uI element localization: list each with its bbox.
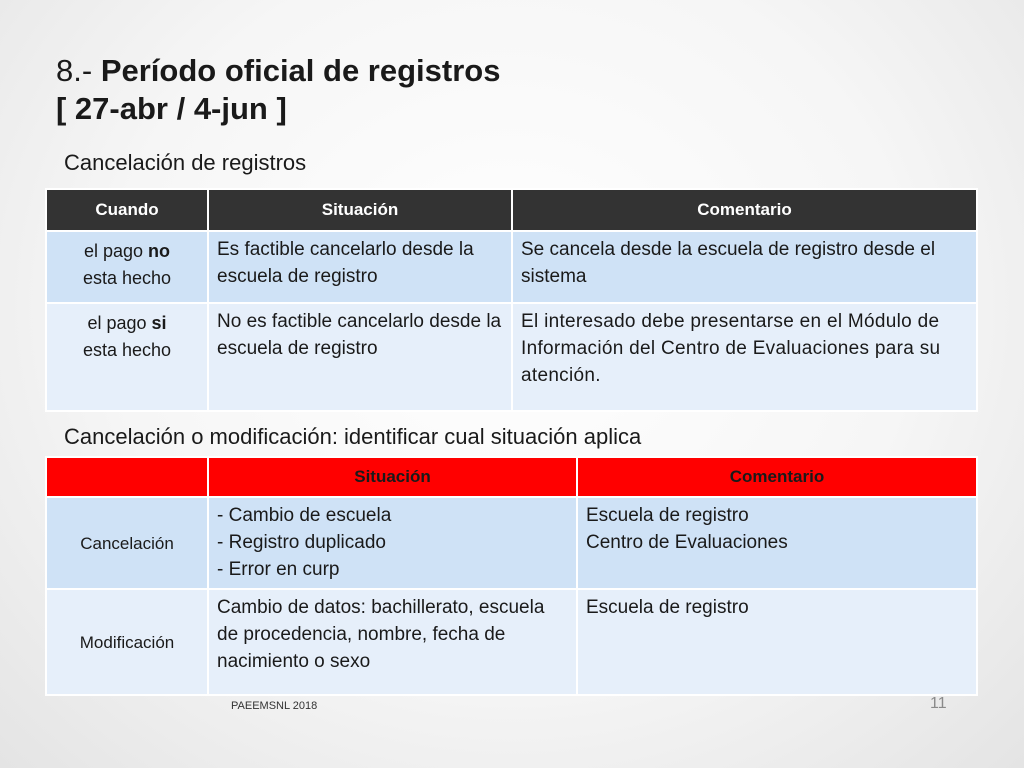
table-row — [46, 589, 977, 695]
subtitle-cancelacion: Cancelación de registros — [64, 150, 307, 175]
row-label-cell: Cancelación — [46, 497, 208, 589]
comentario-line: Escuela de registro — [586, 505, 749, 526]
header-comentario: Comentario — [512, 189, 977, 231]
table-row — [46, 303, 977, 411]
cuando-cell — [46, 303, 208, 411]
situacion-cell: Es factible cancelarlo desde la escuela de registro — [208, 231, 512, 303]
title-text: Período oficial de registros — [100, 53, 501, 88]
situacion-cell — [208, 589, 577, 695]
header-situacion: Situación — [208, 457, 577, 497]
header-cuando: Cuando — [46, 189, 208, 231]
cuando-emphasis: si — [151, 313, 167, 333]
comentario-line: Centro de Evaluaciones — [586, 532, 788, 553]
slide-title — [56, 52, 500, 128]
cancelacion-table — [45, 188, 978, 412]
comentario-cell — [577, 589, 977, 695]
cuando-text-pre: el pago — [87, 313, 152, 333]
table-row — [46, 497, 977, 589]
situacion-line: - Error en curp — [217, 559, 340, 580]
situacion-line: Cambio de datos: bachillerato, escuela de procedencia, nombre, fecha de nacimiento o sexo — [217, 597, 545, 672]
cuando-text-post: esta hecho — [82, 340, 172, 360]
table-header-row — [46, 457, 977, 497]
title-date-range: [ 27-abr / 4-jun ] — [56, 91, 287, 126]
table-row — [46, 231, 977, 303]
header-comentario: Comentario — [577, 457, 977, 497]
comentario-cell — [577, 497, 977, 589]
footer-text: PAEEMSNL 2018 — [231, 700, 318, 712]
cuando-text-pre: el pago — [83, 241, 149, 261]
header-empty — [46, 457, 208, 497]
comentario-cell: El interesado debe presentarse en el Módulo de Información del Centro de Evaluaciones para su atención. — [512, 303, 977, 411]
situacion-line: - Registro duplicado — [217, 532, 386, 553]
title-number: 8.- — [56, 53, 93, 88]
situacion-cell: No es factible cancelarlo desde la escuela de registro — [208, 303, 512, 411]
comentario-cell: Se cancela desde la escuela de registro desde el sistema — [512, 231, 977, 303]
header-situacion: Situación — [208, 189, 512, 231]
comentario-line: Escuela de registro — [586, 597, 749, 618]
cuando-cell — [46, 231, 208, 303]
row-label-cell: Modificación — [46, 589, 208, 695]
cuando-text-post: esta hecho — [82, 268, 172, 288]
cuando-emphasis: no — [148, 241, 171, 261]
subtitle-cancelacion-modificacion: Cancelación o modificación: identificar cual situación aplica — [64, 424, 642, 449]
cancelacion-modificacion-table — [45, 456, 978, 696]
table-header-row — [46, 189, 977, 231]
page-number: 11 — [930, 695, 947, 712]
situacion-line: - Cambio de escuela — [217, 505, 392, 526]
situacion-cell — [208, 497, 577, 589]
